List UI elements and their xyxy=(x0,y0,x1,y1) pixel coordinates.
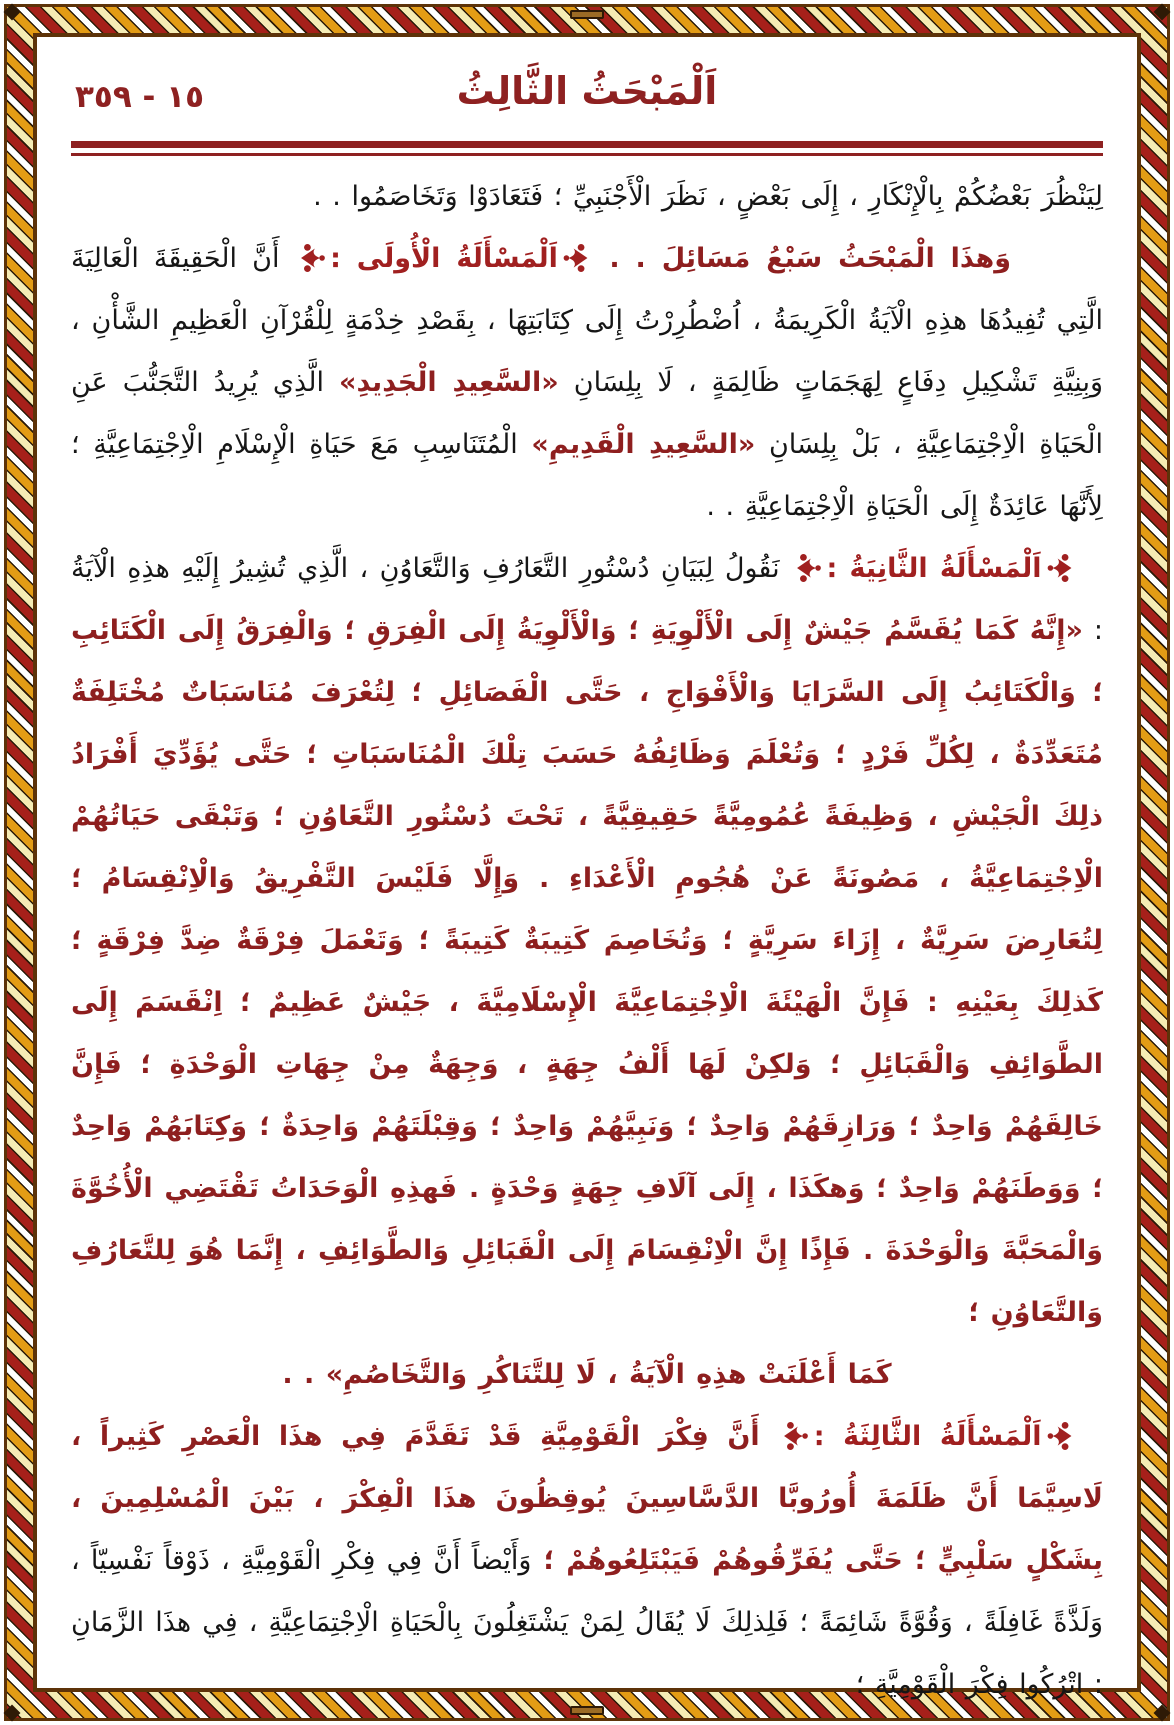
border-corner-finial xyxy=(1154,1705,1171,1722)
paragraph-text: أَنَّ الْحَقِيقَةَ الْعَالِيَةَ الَّتِي تُفِيدُهَا هذِهِ الْآيَةُ الْكَرِيمَةُ ، اُضْطُرِرْتُ إِلَى كِتَابَتِهَا ، بِقَصْدِ خِدْمَةٍ لِلْقُرْآنِ الْعَظِيمِ الشَّأْنِ ، وَبِنِيَّةِ تَشْكِيلِ دِفَاعٍ لِهَجَمَاتٍ ظَالِمَةٍ ، لَا بِلِسَانِ xyxy=(71,243,1103,398)
page-header xyxy=(71,65,1103,135)
divider-bar-thin xyxy=(71,153,1103,156)
body-text xyxy=(71,166,1103,1716)
paragraph-text: وَأَيْضاً أَنَّ فِي فِكْرِ الْقَوْمِيَّةِ ، ذَوْقاً نَفْسِيّاً ، وَلَذَّةً غَافِلَةً ، وَقُوَّةً شَائِمَةً ؛ فَلِذلِكَ لَا يُقَالُ لِمَنْ يَشْتَغِلُونَ بِالْحَيَاةِ الْاِجْتِمَاعِيَّةِ ، فِي هذَا الزَّمَانِ : اتْرُكُوا فِكْرَ الْقَوْمِيَّةِ ؛ xyxy=(71,1545,1103,1700)
ornate-bracket-close-icon xyxy=(791,553,827,584)
paragraph-continuation xyxy=(71,166,1103,228)
intro-text-red: وَهذَا الْمَبْحَثُ سَبْعُ مَسَائِلَ . . xyxy=(593,243,1011,274)
paragraph-text: الْمُتَنَاسِبِ مَعَ حَيَاةِ الْإِسْلَامِ الْاِجْتِمَاعِيَّةِ ؛ لِأَنَّهَا عَائِدَةٌ إِلَى الْحَيَاةِ الْاِجْتِمَاعِيَّةِ . . xyxy=(71,429,1103,522)
ornate-bracket-close-icon xyxy=(778,1421,814,1452)
ornate-bracket-open-icon xyxy=(1042,1421,1078,1452)
quoted-name-new-said: «السَّعِيدِ الْجَدِيدِ» xyxy=(339,367,559,398)
paragraph-text-red: أَنَّ فِكْرَ الْقَوْمِيَّةِ قَدْ تَقَدَّمَ فِي هذَا الْعَصْرِ كَثِيراً ، لَاسِيَّمَا أَنَّ ظَلَمَةَ أُورُوبَّا الدَّسَّاسِينَ يُوقِظُونَ هذَا الْفِكْرَ ، بَيْنَ الْمُسْلِمِينَ ، بِشَكْلٍ سَلْبِيٍّ ؛ حَتَّى يُفَرِّقُوهُمْ فَيَبْتَلِعُوهُمْ ؛ xyxy=(71,1421,1103,1576)
issue-heading: اَلْمَسْأَلَةُ الْأُولَى : xyxy=(330,243,558,274)
quote-closing-text: كَمَا أَعْلَنَتْ هذِهِ الْآيَةُ ، لَا لِلتَّنَاكُرِ وَالتَّخَاصُمِ» . . xyxy=(282,1359,892,1390)
border-center-tab xyxy=(570,10,604,19)
ornate-bracket-open-icon xyxy=(1042,553,1078,584)
paragraph-text: الَّذِي يُرِيدُ التَّجَنُّبَ عَنِ الْحَيَاةِ الْاِجْتِمَاعِيَّةِ ، بَلْ بِلِسَانِ xyxy=(71,367,1103,460)
paragraph-second-issue xyxy=(71,538,1103,1344)
page-number: ١٥ - ٣٥٩ xyxy=(75,79,205,115)
verse-commentary-quote: «إِنَّهُ كَمَا يُقَسَّمُ جَيْشٌ إِلَى الْأَلْوِيَةِ ؛ وَالْأَلْوِيَةُ إِلَى الْفِرَقِ ؛ وَالْفِرَقُ إِلَى الْكَتَائِبِ ؛ وَالْكَتَائِبُ إِلَى السَّرَايَا وَالْأَفْوَاجِ ، حَتَّى الْفَصَائِلِ ؛ لِتُعْرَفَ مُنَاسَبَاتٌ مُخْتَلِفَةٌ مُتَعَدِّدَةٌ ، لِكُلِّ فَرْدٍ ؛ وَتُعْلَمَ وَظَائِفُهُ حَسَبَ تِلْكَ الْمُنَاسَبَاتِ ؛ حَتَّى يُؤَدِّيَ أَفْرَادُ ذلِكَ الْجَيْشِ ، وَظِيفَةً عُمُومِيَّةً حَقِيقِيَّةً ، تَحْتَ دُسْتُورِ التَّعَاوُنِ ؛ وَتَبْقَى حَيَاتُهُمْ الْاِجْتِمَاعِيَّةُ ، مَصُونَةً عَنْ هُجُومِ الْأَعْدَاءِ . وَإِلَّا فَلَيْسَ التَّفْرِيقُ وَالْاِنْقِسَامُ ؛ لِتُعَارِضَ سَرِيَّةٌ ، إِزَاءَ سَرِيَّةٍ ؛ وَتُخَاصِمَ كَتِيبَةٌ كَتِيبَةً ؛ وَتَعْمَلَ فِرْقَةٌ ضِدَّ فِرْقَةٍ ؛ كَذلِكَ بِعَيْنِهِ : فَإِنَّ الْهَيْئَةَ الْاِجْتِمَاعِيَّةَ الْإِسْلَامِيَّةَ ، جَيْشٌ عَظِيمٌ ؛ اِنْقَسَمَ إِلَى الطَّوَائِفِ وَالْقَبَائِلِ ؛ وَلكِنْ لَهَا أَلْفُ جِهَةٍ ، وَجِهَةٌ مِنْ جِهَاتِ الْوَحْدَةِ ؛ فَإِنَّ خَالِقَهُمْ وَاحِدٌ ؛ وَرَازِقَهُمْ وَاحِدٌ ؛ وَنَبِيَّهُمْ وَاحِدٌ ؛ وَقِبْلَتَهُمْ وَاحِدَةٌ ؛ وَكِتَابَهُمْ وَاحِدٌ ؛ وَوَطَنَهُمْ وَاحِدٌ ؛ وَهكَذَا ، إِلَى آلَافِ جِهَةٍ وَحْدَةٍ . فَهذِهِ الْوَحَدَاتُ تَقْتَضِي الْأُخُوَّةَ وَالْمَحَبَّةَ وَالْوَحْدَةَ . فَإِذًا إِنَّ الْاِنْقِسَامَ إِلَى الْقَبَائِلِ وَالطَّوَائِفِ ، إِنَّمَا هُوَ لِلتَّعَارُفِ وَالتَّعَاوُنِ ؛ xyxy=(71,615,1103,1328)
paragraph-text: لِيَنْظُرَ بَعْضُكُمْ بِالْإِنْكَارِ ، إِلَى بَعْضٍ ، نَظَرَ الْأَجْنَبِيِّ ؛ فَتَعَادَوْا وَتَخَاصَمُوا . . xyxy=(313,181,1103,212)
header-divider xyxy=(71,141,1103,156)
issue-heading: اَلْمَسْأَلَةُ الثَّالِثَةُ : xyxy=(813,1421,1042,1452)
ornate-bracket-close-icon xyxy=(295,243,331,274)
ornate-bracket-open-icon xyxy=(558,243,594,274)
issue-heading: اَلْمَسْأَلَةُ الثَّانِيَةُ : xyxy=(826,553,1042,584)
divider-bar-thick xyxy=(71,141,1103,148)
page-title: اَلْمَبْحَثُ الثَّالِثُ xyxy=(456,69,718,113)
border-corner-finial xyxy=(4,4,21,21)
border-corner-finial xyxy=(1154,4,1171,21)
border-corner-finial xyxy=(4,1705,21,1722)
page-content xyxy=(33,33,1141,1700)
paragraph-text: نَقُولُ لِبَيَانِ دُسْتُورِ التَّعَارُفِ وَالتَّعَاوُنِ ، الَّذِي تُشِيرُ إِلَيْهِ هذِهِ الْآيَةُ : xyxy=(71,553,1103,646)
paragraph-first-issue xyxy=(71,228,1103,538)
quoted-name-old-said: «السَّعِيدِ الْقَدِيمِ» xyxy=(531,429,756,460)
paragraph-quote-closing xyxy=(71,1344,1103,1406)
paragraph-third-issue xyxy=(71,1406,1103,1716)
